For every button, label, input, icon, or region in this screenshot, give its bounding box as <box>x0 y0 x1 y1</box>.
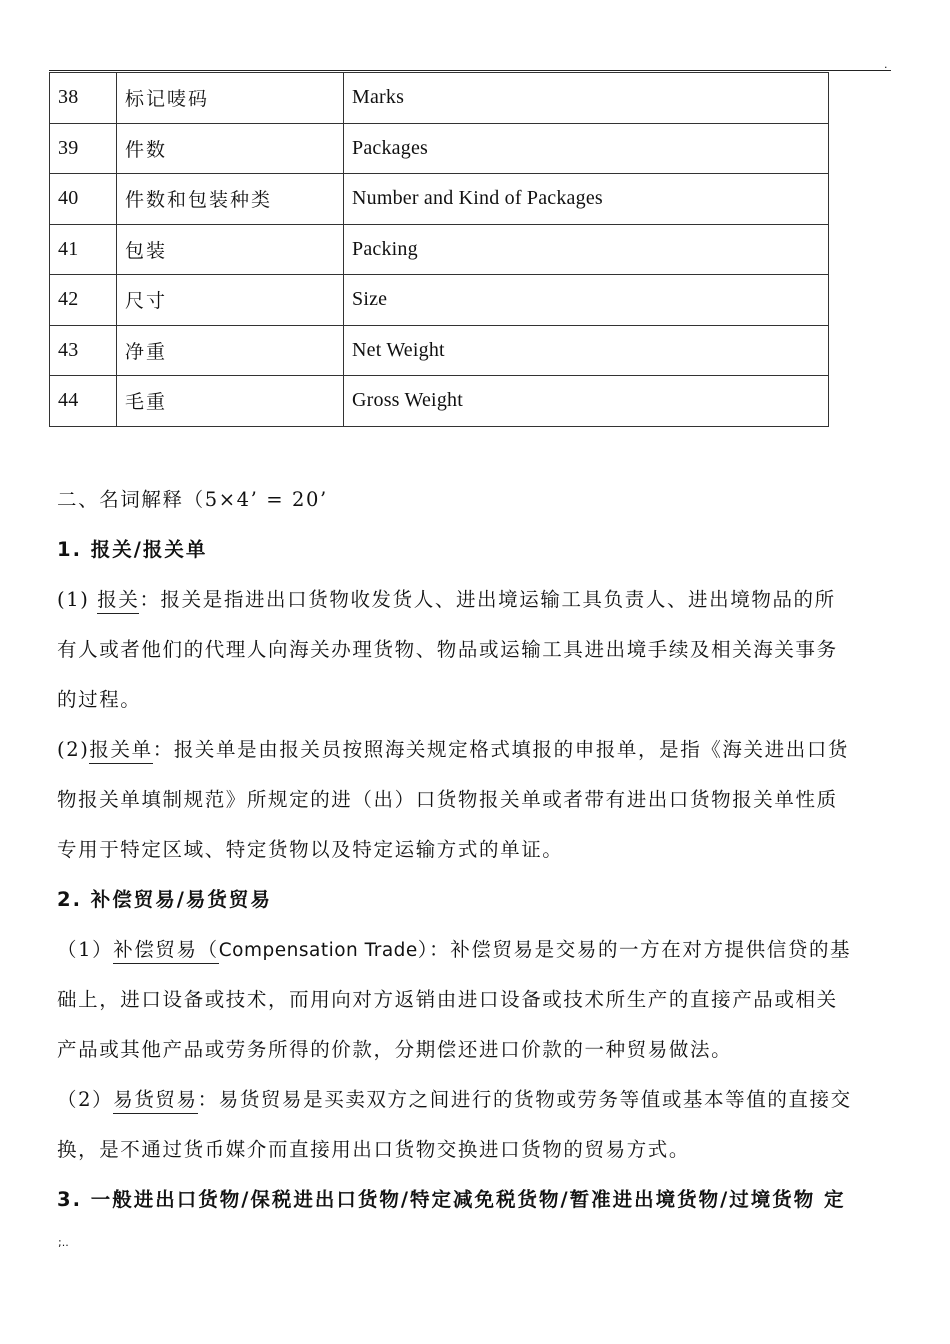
chinese-term: 尺寸 <box>117 275 344 326</box>
chinese-term: 净重 <box>117 325 344 376</box>
row-number: 41 <box>50 224 117 275</box>
table-row <box>50 123 829 174</box>
english-term: Packing <box>344 224 829 275</box>
item1-paragraph2-line3: 专用于特定区域、特定货物以及特定运输方式的单证。 <box>57 838 564 861</box>
chinese-term: 件数 <box>117 123 344 174</box>
item1-paragraph1-line3: 的过程。 <box>57 688 142 711</box>
item1-paragraph2-line2: 物报关单填制规范》所规定的进（出）口货物报关单或者带有进出口货物报关单性质 <box>57 788 838 811</box>
item2-p1-prefix: （1） <box>57 938 114 961</box>
chinese-term: 标记唛码 <box>117 73 344 124</box>
corner-mark: . <box>884 58 888 71</box>
table-row <box>50 376 829 427</box>
item2-paragraph2-line1 <box>57 1080 897 1130</box>
english-term: Net Weight <box>344 325 829 376</box>
item2-paragraph2-line2: 换，是不通过货币媒介而直接用出口货物交换进口货物的贸易方式。 <box>57 1138 691 1161</box>
table-row <box>50 325 829 376</box>
item1-paragraph1-line1 <box>57 580 897 630</box>
row-number: 44 <box>50 376 117 427</box>
header-rule <box>49 70 891 71</box>
row-number: 42 <box>50 275 117 326</box>
term-baoguan: 报关 <box>97 588 139 614</box>
section-term-definitions <box>57 480 897 1230</box>
chinese-term: 毛重 <box>117 376 344 427</box>
english-term: Packages <box>344 123 829 174</box>
item2-title: 2. 补偿贸易/易货贸易 <box>57 888 272 911</box>
item1-p2-text: ：报关单是由报关员按照海关规定格式填报的申报单，是指《海关进出口货 <box>152 738 850 761</box>
table-row <box>50 275 829 326</box>
item1-paragraph2-line1 <box>57 730 897 780</box>
english-term: Marks <box>344 73 829 124</box>
english-term: Number and Kind of Packages <box>344 174 829 225</box>
chinese-term: 件数和包装种类 <box>117 174 344 225</box>
term-compensation-trade-en: Compensation Trade <box>218 940 418 961</box>
term-barter-trade: 易货贸易 <box>113 1088 197 1114</box>
item1-p2-prefix: (2) <box>57 738 90 761</box>
row-number: 39 <box>50 123 117 174</box>
table-row <box>50 224 829 275</box>
row-number: 43 <box>50 325 117 376</box>
item2-paragraph1-line2: 础上，进口设备或技术，而用向对方返销由进口设备或技术所生产的直接产品或相关 <box>57 988 838 1011</box>
item2-p1-text: ）：补偿贸易是交易的一方在对方提供信贷的基 <box>417 938 852 961</box>
row-number: 38 <box>50 73 117 124</box>
term-compensation-trade <box>113 938 219 964</box>
item1-p1-text: ：报关是指进出口货物收发货人、进出境运输工具负责人、进出境物品的所 <box>139 588 836 611</box>
row-number: 40 <box>50 174 117 225</box>
english-term: Gross Weight <box>344 376 829 427</box>
footer-mark: ;.. <box>58 1236 69 1249</box>
item1-p1-prefix: (1) <box>57 588 98 611</box>
term-baoguandan: 报关单 <box>89 738 152 764</box>
chinese-term: 包装 <box>117 224 344 275</box>
english-term: Size <box>344 275 829 326</box>
term-compensation-trade-cn: 补偿贸易（ <box>113 938 219 961</box>
item1-title: 1. 报关/报关单 <box>57 538 208 561</box>
table-row <box>50 73 829 124</box>
item2-p2-text: ：易货贸易是买卖双方之间进行的货物或劳务等值或基本等值的直接交 <box>197 1088 852 1111</box>
section-heading: 二、名词解释（5×4’ = 20’ <box>57 488 328 511</box>
item3-title: 3. 一般进出口货物/保税进出口货物/特定减免税货物/暂准进出境货物/过境货物 定 <box>57 1188 846 1211</box>
item2-paragraph1-line3: 产品或其他产品或劳务所得的价款，分期偿还进口价款的一种贸易做法。 <box>57 1038 733 1061</box>
item1-paragraph1-line2: 有人或者他们的代理人向海关办理货物、物品或运输工具进出境手续及相关海关事务 <box>57 638 838 661</box>
glossary-table <box>49 72 829 427</box>
table-row <box>50 174 829 225</box>
item2-p2-prefix: （2） <box>57 1088 114 1111</box>
item2-paragraph1-line1 <box>57 930 897 980</box>
